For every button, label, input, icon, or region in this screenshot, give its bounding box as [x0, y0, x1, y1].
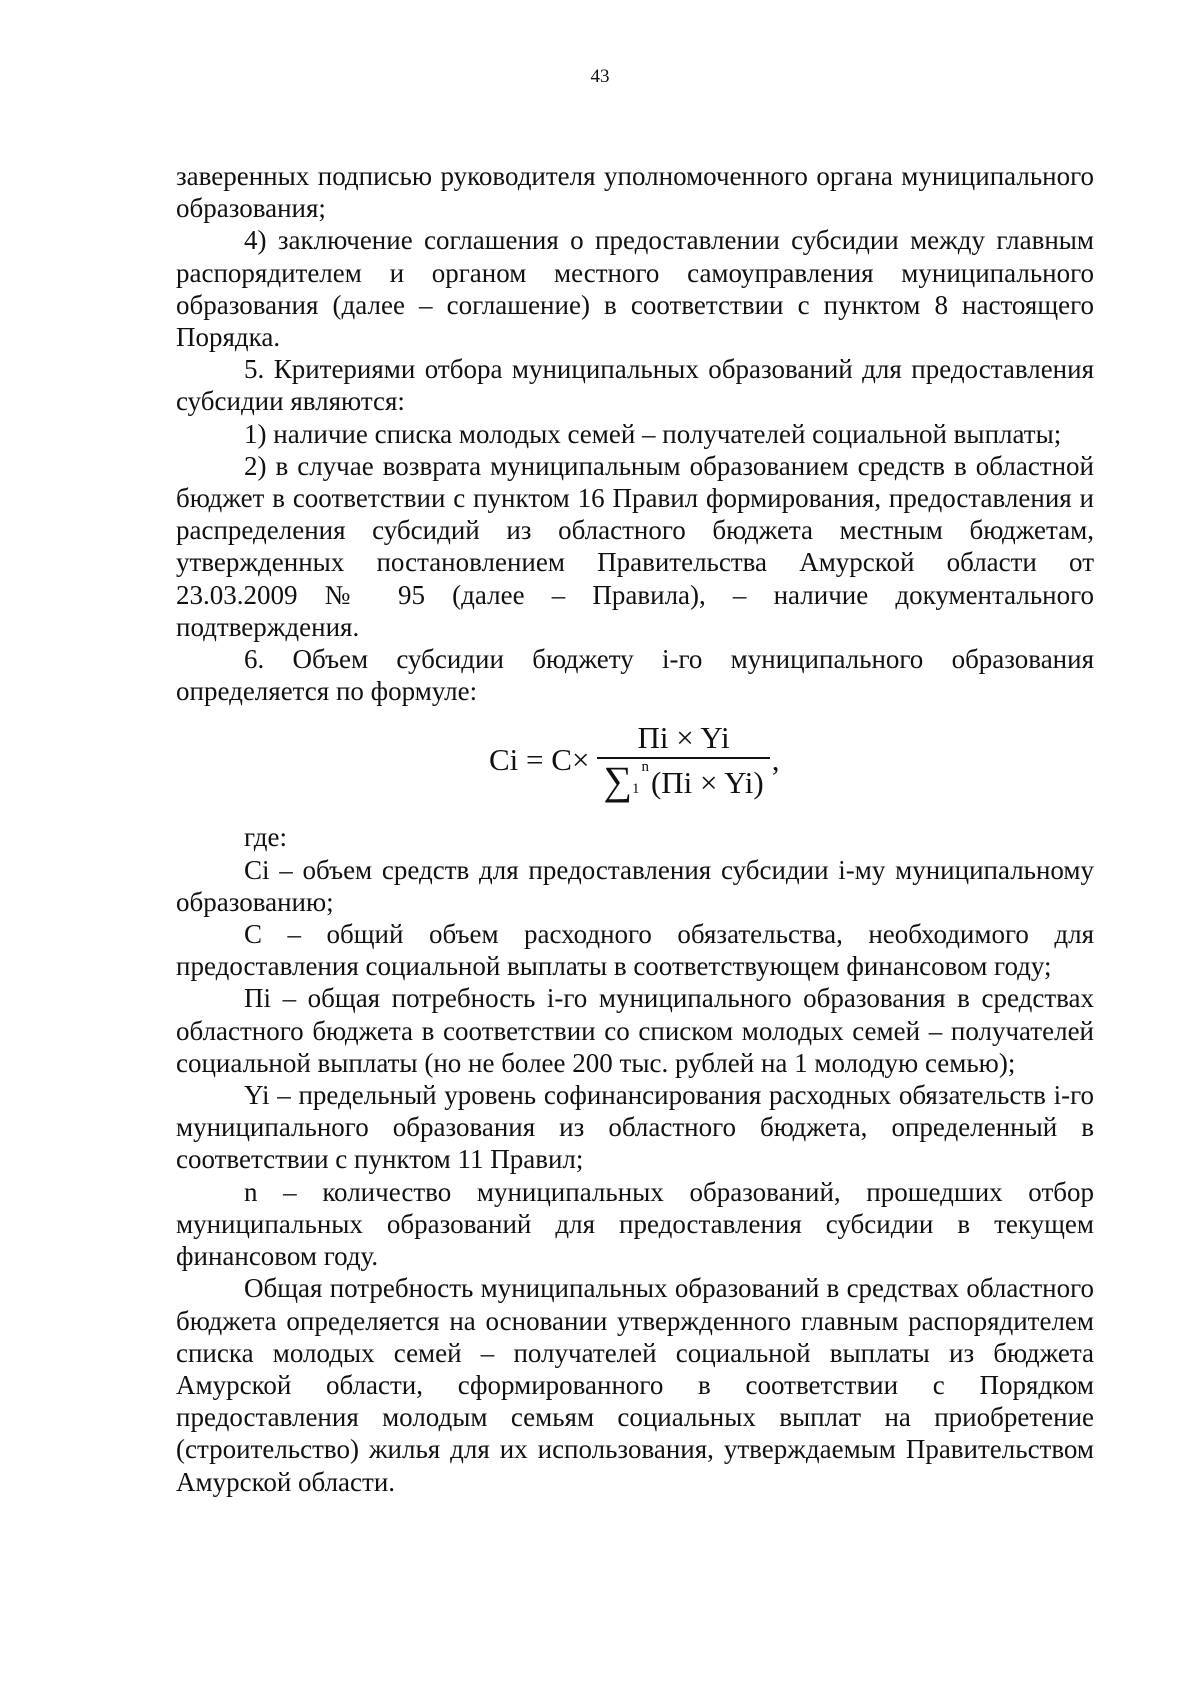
formula-comma: , [771, 742, 780, 778]
paragraph: 6. Объем субсидии бюджету i-го муниципального образования определяется по формуле: [176, 644, 1094, 707]
formula-denominator-row [597, 757, 769, 804]
paragraph: 1) наличие списка молодых семей – получателей социальной выплаты; [244, 418, 1062, 449]
subsidy-formula [176, 710, 1094, 815]
paragraph: Ci – объем средств для предоставления субсидии i-му муниципальному образованию; [176, 854, 1094, 917]
paragraph: Общая потребность муниципальных образований в средствах областного бюджета определяется на основании утвержденного главным распорядителем списка молодых семей – получателей социальной выплаты из бюджета Амурской области, сформированного в соответствии с Порядком предоставления молодым семьям социальных выплат на приобретение (строительство) жилья для их использования, утверждаемым Правительством Амурской области. [176, 1273, 1094, 1497]
sigma-symbol: ∑ [603, 758, 632, 804]
page-number: 43 [590, 66, 610, 87]
paragraph: C – общий объем расходного обязательства, необходимого для предоставления социальной выплаты в соответствующем финансовом году; [176, 919, 1094, 982]
paragraph: n – количество муниципальных образований, прошедших отбор муниципальных образований для предоставления субсидии в текущем финансовом году. [176, 1176, 1094, 1272]
paragraph: Yi – предельный уровень софинансирования расходных обязательств i-го муниципального образования из областного бюджета, определенный в соответствии с пунктом 11 Правил; [176, 1080, 1094, 1175]
where-label: где: [244, 822, 287, 853]
formula-denominator: (Пi × Yi) [650, 764, 764, 800]
paragraphs-before-formula [176, 160, 1094, 707]
paragraphs-after-formula [176, 854, 1094, 1498]
paragraph: 4) заключение соглашения о предоставлении субсидии между главным распорядителем и органом местного самоуправления муниципального образования (далее – соглашение) в соответствии с пунктом 8 настоящего Порядка. [176, 225, 1094, 353]
formula-expression [489, 710, 779, 810]
document-body [176, 160, 1094, 1498]
paragraph: заверенных подписью руководителя уполномоченного органа муниципального образования; [176, 161, 1094, 224]
paragraph: 5. Критериями отбора муниципальных образований для предоставления субсидии являются: [176, 354, 1094, 417]
formula-numerator: Пi × Yi [637, 719, 730, 755]
formula-fraction [597, 719, 769, 804]
paragraph: 2) в случае возврата муниципальным образованием средств в областной бюджет в соответствии с пунктом 16 Правил формирования, предоставления и распределения субсидий из областного бюджета местным бюджетам, утвержденных постановлением Правительства Амурской области от 23.03.2009 № 95 (далее – Правила), – наличие документального подтверждения. [176, 450, 1094, 642]
paragraph: Пi – общая потребность i-го муниципального образования в средствах областного бюджета в соответствии со списком молодых семей – получателей социальной выплаты (но не более 200 тыс. рублей на 1 молодую семью); [176, 983, 1094, 1078]
formula-lhs: Ci = C× [489, 742, 590, 778]
sigma-lower-limit: 1 [631, 780, 640, 797]
sigma-upper-limit: n [641, 758, 649, 775]
